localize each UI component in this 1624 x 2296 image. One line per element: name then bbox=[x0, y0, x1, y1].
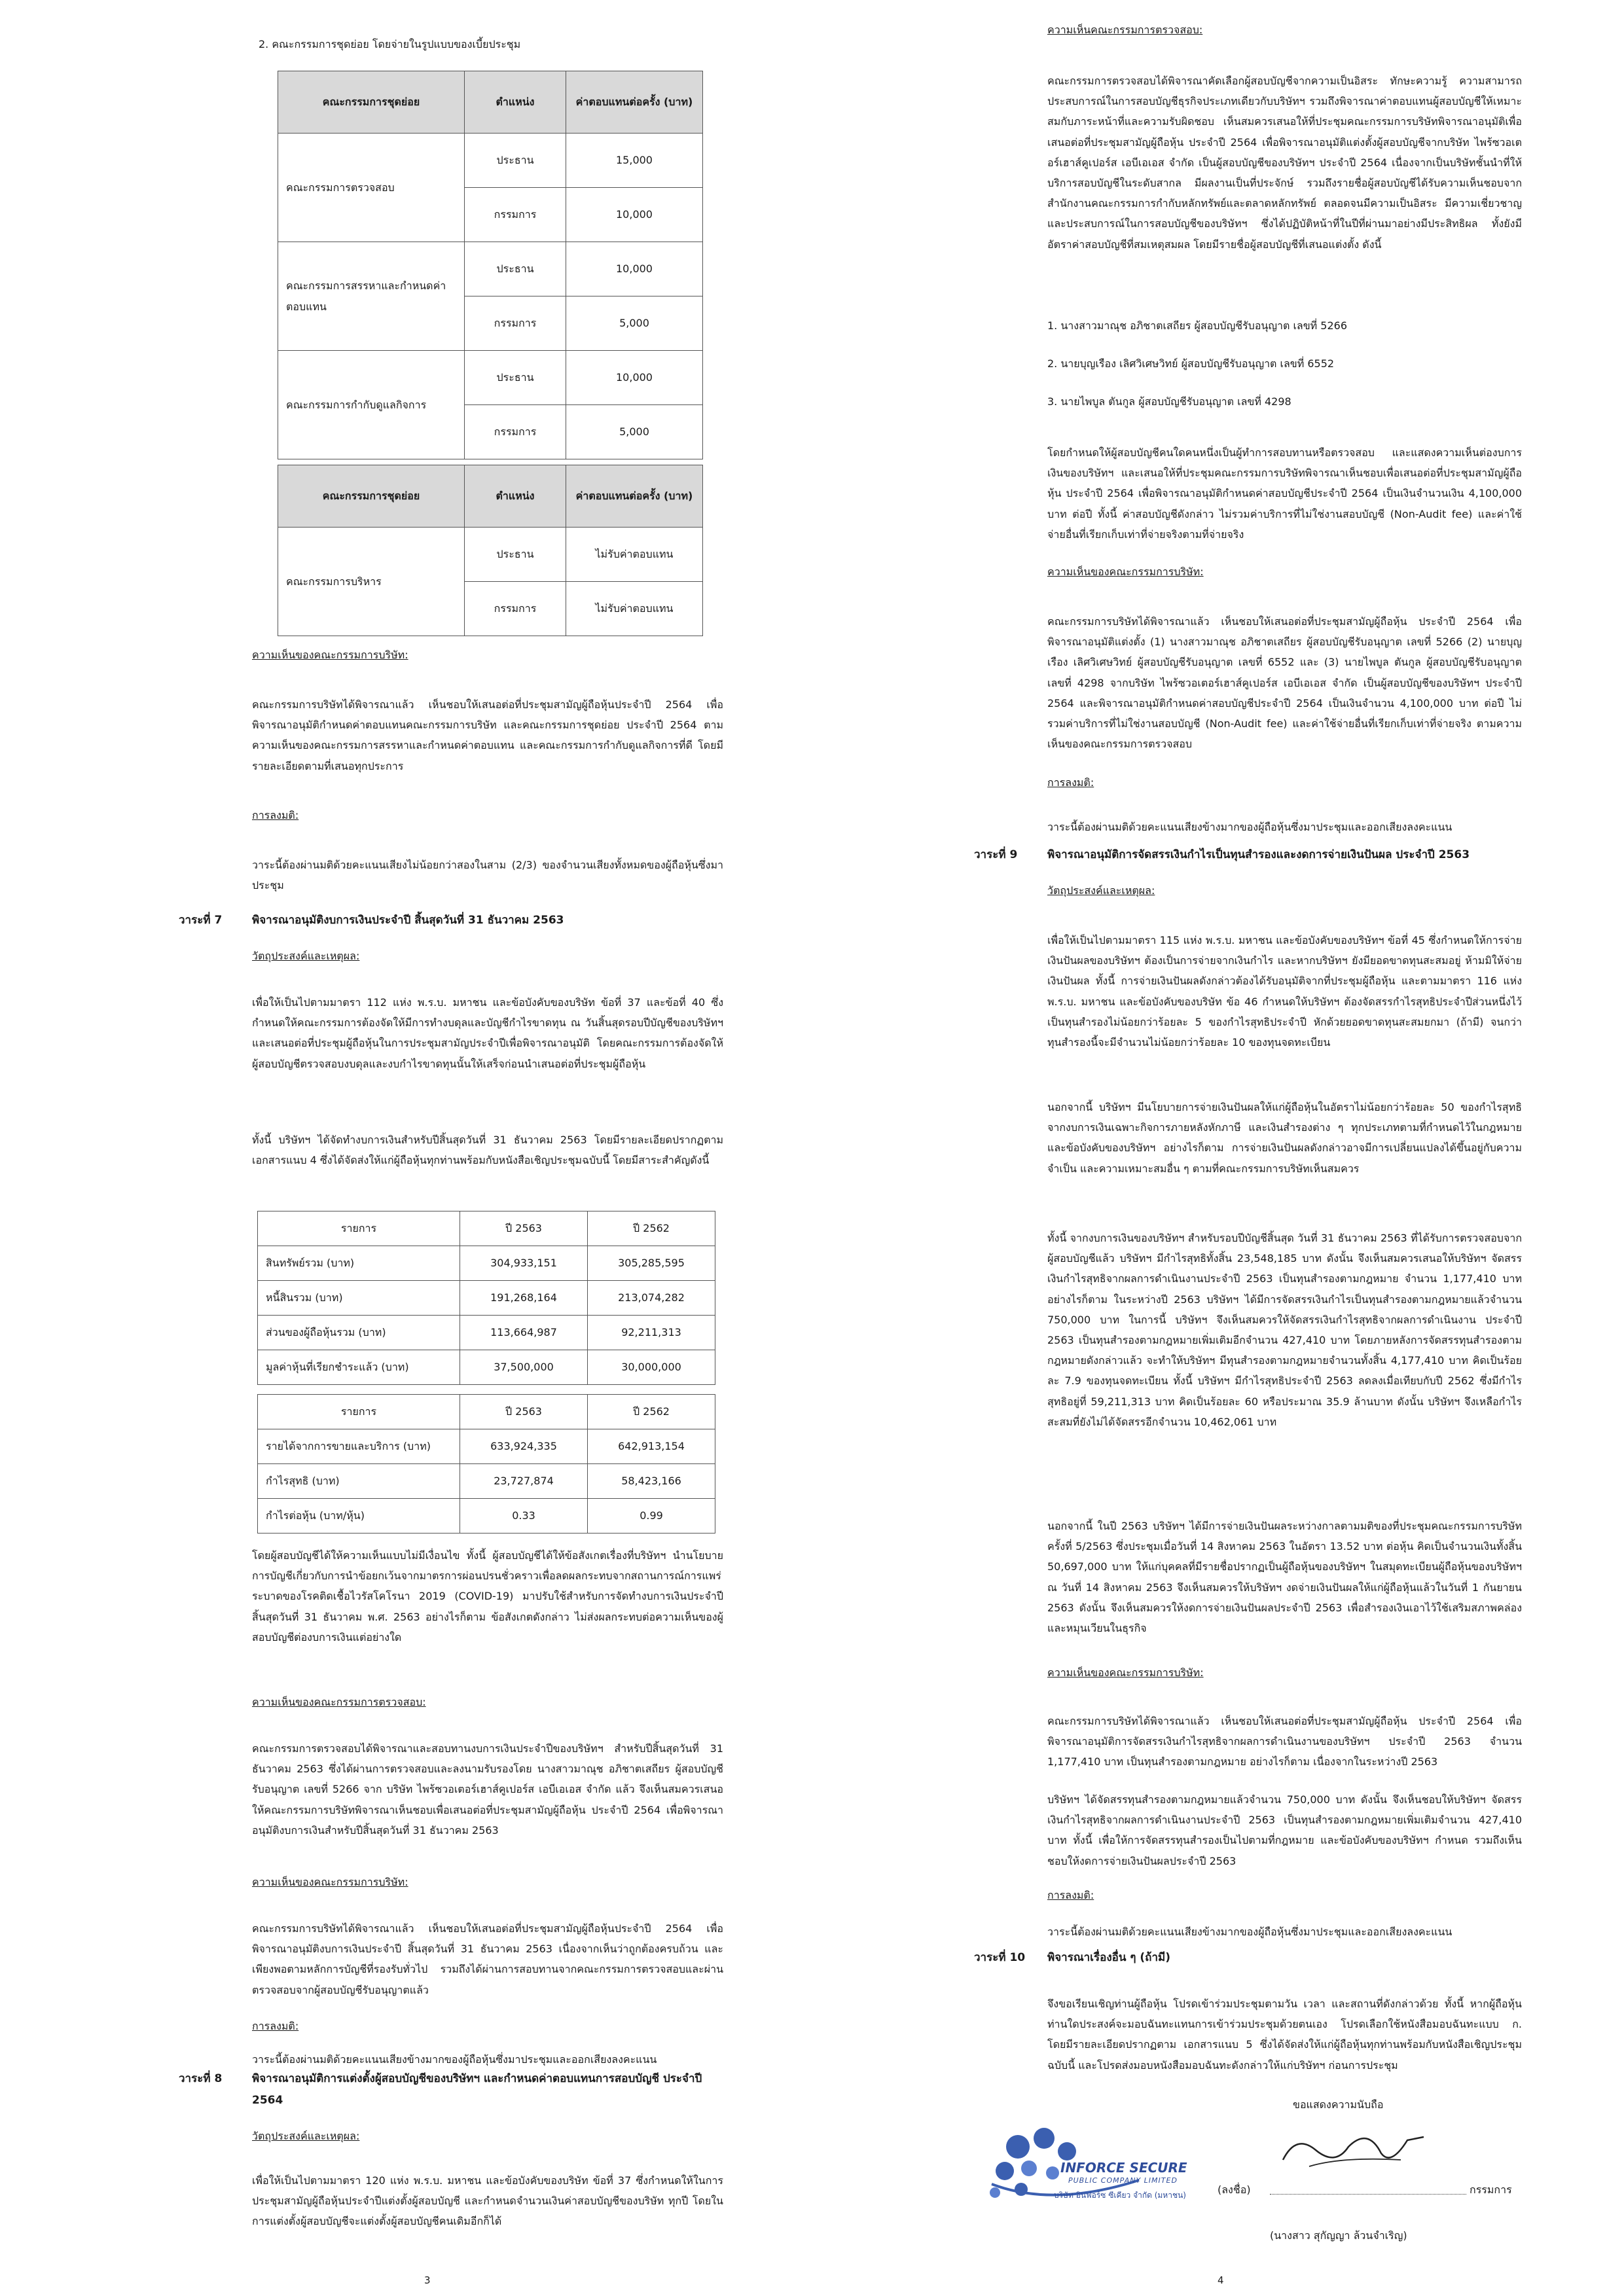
audit-fee-text: โดยกำหนดให้ผู้สอบบัญชีคนใดคนหนึ่งเป็นผู้ทำการสอบทานหรือตรวจสอบ และแสดงความเห็นต่องบการเงินของบริษัทฯ และเสนอให้ที่ประชุมคณะกรรมการบริษัทพิจารณาเห็นชอบเพื่อเสนอต่อที่ประชุมสามัญผู้ถือหุ้น ประจำปี 2564 เพื่อพิจารณาอนุมัติกำหนดค่าสอบบัญชีประจำปี 2564 เป็นเงินจำนวนเงิน 4,100,000 บาท ต่อปี ทั้งนี้ ค่าสอบบัญชีดังกล่าว ไม่รวมค่าบริการที่ไม่ใช่งานสอบบัญชี (Non-Audit fee) และค่าใช้จ่ายอื่นที่เรียกเก็บเท่าที่จ่ายจริงตามที่จ่ายจริง bbox=[1047, 446, 1522, 541]
agenda-10-title: พิจารณาเรื่องอื่น ๆ (ถ้ามี) bbox=[1047, 1951, 1170, 1964]
board-opinion2-text2: บริษัทฯ ได้จัดสรรทุนสำรองตามกฎหมายแล้วจำนวน 750,000 บาท ดังนั้น จึงเห็นชอบให้บริษัทฯ จัดสรรเงินกำไรสุทธิจากผลการดำเนินงานประจำปี 2563 เป็นทุนสำรองตามกฎหมายเพิ่มเติมจำนวน 427,410 บาท ทั้งนี้ เพื่อให้การจัดสรรทุนสำรองเป็นไปตามที่กฎหมาย และข้อบังคับของบริษัทฯ กำหนด รวมถึงเห็นชอบให้งดการจ่ายเงินปันผลประจำปี 2563 bbox=[1047, 1793, 1522, 1867]
agenda-7-objective-text: เพื่อให้เป็นไปตามมาตรา 112 แห่ง พ.ร.บ. มหาชน และข้อบังคับของบริษัท ข้อที่ 37 และข้อที่ 40 ซึ่งกำหนดให้คณะกรรมการต้องจัดให้มีการทำงบดุลและบัญชีกำไรขาดทุน ณ วันสิ้นสุดรอบปีบัญชีของบริษัทฯ และเสนอต่อที่ประชุมผู้ถือหุ้นในการประชุมสามัญประจำปีเพื่อพิจารณาอนุมัติ โดยคณะกรรมการต้องจัดให้ผู้สอบบัญชีตรวจสอบงบดุลและงบกำไรขาดทุนนั้นให้เสร็จก่อนนำเสนอต่อที่ประชุมผู้ถือหุ้น bbox=[252, 996, 723, 1070]
fin-label: ส่วนของผู้ถือหุ้นรวม (บาท) bbox=[258, 1316, 460, 1350]
fin-header: ปี 2563 bbox=[460, 1395, 588, 1429]
board-opinion-heading: ความเห็นของคณะกรรมการบริษัท: bbox=[1047, 565, 1204, 578]
agenda-9-objective-text: เพื่อให้เป็นไปตามมาตรา 115 แห่ง พ.ร.บ. มหาชน และข้อบังคับของบริษัทฯ ข้อที่ 45 ซึ่งกำหนดให้การจ่ายเงินปันผลของบริษัทฯ ต้องเป็นการจ่ายจากเงินกำไร และหากบริษัทฯ ยังมียอดขาดทุนสะสมอยู่ ห้ามมิให้จ่ายเงินปันผล ทั้งนี้ การจ่ายเงินปันผลดังกล่าวต้องได้รับอนุมัติจากที่ประชุมผู้ถือหุ้น และตามมาตรา 116 แห่ง พ.ร.บ. มหาชน และข้อบังคับของบริษัท ข้อ 46 กำหนดให้บริษัทฯ ต้องจัดสรรกำไรสุทธิประจำปีส่วนหนึ่งไว้เป็นทุนสำรองไม่น้อยกว่าร้อยละ 5 ของกำไรสุทธิประจำปี หักด้วยยอดขาดทุนสะสมยกมา (ถ้ามี) จนกว่าทุนสำรองนี้จะมีจำนวนไม่น้อยกว่าร้อยละ 10 ของทุนจดทะเบียน bbox=[1047, 934, 1522, 1049]
th-position: ตำแหน่ง bbox=[465, 71, 566, 134]
position-cell: ประธาน bbox=[465, 528, 566, 582]
th-committee: คณะกรรมการชุดย่อย bbox=[278, 71, 465, 134]
agenda-8-title: พิจารณาอนุมัติการแต่งตั้งผู้สอบบัญชีของบริษัทฯ และกำหนดค่าตอบแทนการสอบบัญชี ประจำปี 2564 bbox=[252, 2072, 702, 2108]
th-committee: คณะกรรมการชุดย่อย bbox=[278, 465, 465, 528]
th-fee: ค่าตอบแทนต่อครั้ง (บาท) bbox=[566, 71, 703, 134]
page-number-left: 3 bbox=[424, 2274, 431, 2286]
financial-position-table bbox=[257, 1211, 715, 1385]
agenda-7-title: พิจารณาอนุมัติงบการเงินประจำปี สิ้นสุดวันที่ 31 ธันวาคม 2563 bbox=[252, 914, 564, 927]
fin-label: กำไรต่อหุ้น (บาท/หุ้น) bbox=[258, 1499, 460, 1534]
logo-thai-text: บริษัท อินฟอร์ซ ซีเคียว จำกัด (มหาชน) bbox=[1054, 2191, 1186, 2200]
sincerely-text: ขอแสดงความนับถือ bbox=[1293, 2098, 1384, 2111]
signature-line bbox=[1270, 2194, 1466, 2195]
fee-cell: 10,000 bbox=[566, 188, 703, 242]
board-opinion2-heading: ความเห็นของคณะกรรมการบริษัท: bbox=[252, 1876, 408, 1888]
agenda-9-objective-heading: วัตถุประสงค์และเหตุผล: bbox=[1047, 884, 1155, 897]
board-opinion-text: คณะกรรมการบริษัทได้พิจารณาแล้ว เห็นชอบให้เสนอต่อที่ประชุมสามัญผู้ถือหุ้น ประจำปี 2564 เพื่อพิจารณาอนุมัติแต่งตั้ง (1) นางสาวมาณุช อภิชาตเสถียร ผู้สอบบัญชีรับอนุญาต เลขที่ 5266 (2) นายบุญเรือง เลิศวิเศษวิทย์ ผู้สอบบัญชีรับอนุญาต เลขที่ 6552 และ (3) นายไพบูล ตันกูล ผู้สอบบัญชีรับอนุญาต เลขที่ 4298 จากบริษัท ไพร้ซวอเตอร์เฮาส์คูเปอร์ส เอบีเอเอส จำกัด เป็นผู้สอบบัญชีของบริษัทฯ ประจำปี 2564 และพิจารณาอนุมัติกำหนดค่าสอบบัญชีประจำปี 2564 เป็นเงินจำนวน 4,100,000 บาท ต่อปี ไม่รวมค่าบริการที่ไม่ใช่งานสอบบัญชี (Non-Audit fee) และค่าใช้จ่ายอื่นที่เรียกเก็บเท่าที่จ่ายจริง ตามความเห็นของคณะกรรมการตรวจสอบ bbox=[1047, 615, 1522, 751]
fin-value: 30,000,000 bbox=[588, 1350, 715, 1385]
signer-name: (นางสาว สุกัญญา ล้วนจำเริญ) bbox=[1270, 2229, 1407, 2242]
position-cell: กรรมการ bbox=[465, 405, 566, 459]
dividend-policy-text: นอกจากนี้ บริษัทฯ มีนโยบายการจ่ายเงินปันผลให้แก่ผู้ถือหุ้นในอัตราไม่น้อยกว่าร้อยละ 50 ของกำไรสุทธิจากงบการเงินเฉพาะกิจการภายหลังหักภาษี และเงินสำรองต่าง ๆ ทุกประเภทตามที่กำหนดไว้ในกฎหมายและข้อบังคับของบริษัทฯ อย่างไรก็ตาม การจ่ายเงินปันผลดังกล่าวอาจมีการเปลี่ยนแปลงได้ขึ้นอยู่กับความจำเป็น และความเหมาะสมอื่น ๆ ตามที่คณะกรรมการบริษัทเห็นสมควร bbox=[1047, 1101, 1522, 1175]
position-cell: ประธาน bbox=[465, 242, 566, 296]
position-cell: ประธาน bbox=[465, 134, 566, 188]
audit-committee-opinion-text: คณะกรรมการตรวจสอบได้พิจารณาและสอบทานงบการเงินประจำปีของบริษัทฯ สำหรับปีสิ้นสุดวันที่ 31 ธันวาคม 2563 ซึ่งได้ผ่านการตรวจสอบและลงนามรับรองโดย นางสาวมาณุช อภิชาตเสถียร ผู้สอบบัญชีรับอนุญาต เลขที่ 5266 จาก บริษัท ไพร้ซวอเตอร์เฮาส์คูเปอร์ส เอบีเอเอส จำกัด แล้ว จึงเห็นสมควรเสนอให้คณะกรรมการบริษัทพิจารณาเห็นชอบเพื่อเสนอต่อที่ประชุมสามัญผู้ถือหุ้น ประจำปี 2564 เพื่อพิจารณาอนุมัติงบการเงินสำหรับปีสิ้นสุดวันที่ 31 ธันวาคม 2563 bbox=[252, 1742, 723, 1837]
agenda-7-statement-text: ทั้งนี้ บริษัทฯ ได้จัดทำงบการเงินสำหรับปีสิ้นสุดวันที่ 31 ธันวาคม 2563 โดยมีรายละเอียดปรากฏตาม เอกสารแนบ 4 ซึ่งได้จัดส่งให้แก่ผู้ถือหุ้นทุกท่านพร้อมกับหนังสือเชิญประชุมฉบับนี้ โดยมีสาระสำคัญดังนี้ bbox=[252, 1134, 723, 1167]
board-opinion2-text: คณะกรรมการบริษัทได้พิจารณาแล้ว เห็นชอบให้เสนอต่อที่ประชุมสามัญผู้ถือหุ้นประจำปี 2564 เพื่อพิจารณาอนุมัติงบการเงินประจำปี สิ้นสุดวันที่ 31 ธันวาคม 2563 เนื่องจากเห็นว่าถูกต้องครบถ้วน และเพียงพอตามหลักการบัญชีที่รองรับทั่วไป รวมถึงได้ผ่านการสอบทานจากคณะกรรมการตรวจสอบและผ่านตรวจสอบจากผู้สอบบัญชีรับอนุญาตแล้ว bbox=[252, 1922, 723, 1996]
fee-cell: 5,000 bbox=[566, 405, 703, 459]
fin-value: 213,074,282 bbox=[588, 1281, 715, 1316]
fin-value: 305,285,595 bbox=[588, 1246, 715, 1281]
item2-intro: 2. คณะกรรมการชุดย่อย โดยจ่ายในรูปแบบของเบี้ยประชุม bbox=[259, 38, 521, 50]
fin-value: 633,924,335 bbox=[460, 1429, 588, 1464]
committee-audit: คณะกรรมการตรวจสอบ bbox=[278, 134, 465, 242]
committee-nomination: คณะกรรมการสรรหาและกำหนดค่าตอบแทน bbox=[278, 242, 465, 351]
th-fee: ค่าตอบแทนต่อครั้ง (บาท) bbox=[566, 465, 703, 528]
position-cell: กรรมการ bbox=[465, 582, 566, 636]
auditor-note-text: โดยผู้สอบบัญชีได้ให้ความเห็นแบบไม่มีเงื่อนไข ทั้งนี้ ผู้สอบบัญชีได้ให้ข้อสังเกตเรื่องที่บริษัทฯ นำนโยบายการบัญชีเกี่ยวกับการนำข้อยกเว้นจากมาตรการผ่อนปรนชั่วคราวเพื่อลดผลกระทบจากสถานการณ์การแพร่ระบาดของโรคติดเชื้อไวรัสโคโรนา 2019 (COVID-19) มาปรับใช้สำหรับการจัดทำงบการเงินประจำปี สิ้นสุดวันที่ 31 ธันวาคม พ.ศ. 2563 อย่างไรก็ตาม ข้อสังเกตดังกล่าว ไม่ส่งผลกระทบต่อความเห็นของผู้สอบบัญชีต่องบการเงินแต่อย่างใด bbox=[252, 1549, 723, 1643]
fin-header: รายการ bbox=[258, 1395, 460, 1429]
audit-committee-opinion-heading: ความเห็นคณะกรรมการตรวจสอบ: bbox=[1047, 24, 1203, 36]
vote-text: วาระนี้ต้องผ่านมติด้วยคะแนนเสียงข้างมากของผู้ถือหุ้นซึ่งมาประชุมและออกเสียงลงคะแนน bbox=[1047, 821, 1453, 833]
position-cell: กรรมการ bbox=[465, 296, 566, 351]
fin-value: 0.33 bbox=[460, 1499, 588, 1534]
company-logo bbox=[982, 2124, 1224, 2219]
fee-cell: ไม่รับค่าตอบแทน bbox=[566, 528, 703, 582]
agenda-8-objective-text: เพื่อให้เป็นไปตามมาตรา 120 แห่ง พ.ร.บ. มหาชน และข้อบังคับของบริษัท ข้อที่ 37 ซึ่งกำหนดให้ในการประชุมสามัญผู้ถือหุ้นประจำปีแต่งตั้งผู้สอบบัญชี และกำหนดจำนวนเงินค่าสอบบัญชีของบริษัท ทุกปี โดยในการแต่งตั้งผู้สอบบัญชีจะแต่งตั้งผู้สอบบัญชีคนเดิมอีกก็ได้ bbox=[252, 2174, 723, 2228]
fin-header: ปี 2562 bbox=[588, 1211, 715, 1246]
executive-fee-table bbox=[278, 465, 703, 636]
fin-value: 23,727,874 bbox=[460, 1464, 588, 1499]
fee-cell: 10,000 bbox=[566, 351, 703, 405]
logo-sub-text: PUBLIC COMPANY LIMITED bbox=[1068, 2176, 1178, 2185]
fin-value: 92,211,313 bbox=[588, 1316, 715, 1350]
fin-label: หนี้สินรวม (บาท) bbox=[258, 1281, 460, 1316]
fin-label: สินทรัพย์รวม (บาท) bbox=[258, 1246, 460, 1281]
sign-prefix: (ลงชื่อ) bbox=[1218, 2183, 1251, 2196]
agenda-8-number: วาระที่ 8 bbox=[179, 2072, 223, 2085]
fin-header: รายการ bbox=[258, 1211, 460, 1246]
page-number-right: 4 bbox=[1218, 2274, 1224, 2286]
th-position: ตำแหน่ง bbox=[465, 465, 566, 528]
board-opinion-text: คณะกรรมการบริษัทได้พิจารณาแล้ว เห็นชอบให้เสนอต่อที่ประชุมสามัญผู้ถือหุ้นประจำปี 2564 เพื่อพิจารณาอนุมัติกำหนดค่าตอบแทนคณะกรรมการบริษัท และคณะกรรมการชุดย่อย ประจำปี 2564 ตามความเห็นของคณะกรรมการสรรหาและกำหนดค่าตอบแทน และคณะกรรมการกำกับดูแลกิจการที่ดี โดยมีรายละเอียดตามที่เสนอทุกประการ bbox=[252, 698, 723, 772]
fin-value: 642,913,154 bbox=[588, 1429, 715, 1464]
audit-committee-opinion-heading: ความเห็นของคณะกรรมการตรวจสอบ: bbox=[252, 1696, 426, 1708]
fin-label: รายได้จากการขายและบริการ (บาท) bbox=[258, 1429, 460, 1464]
vote2-heading: การลงมติ: bbox=[252, 2020, 299, 2032]
committee-fee-table bbox=[278, 71, 703, 459]
fin-value: 0.99 bbox=[588, 1499, 715, 1534]
fin-value: 37,500,000 bbox=[460, 1350, 588, 1385]
fin-value: 58,423,166 bbox=[588, 1464, 715, 1499]
position-cell: ประธาน bbox=[465, 351, 566, 405]
profit-allocation-text: ทั้งนี้ จากงบการเงินของบริษัทฯ สำหรับรอบปีบัญชีสิ้นสุด วันที่ 31 ธันวาคม 2563 ที่ได้รับการตรวจสอบจากผู้สอบบัญชีแล้ว บริษัทฯ มีกำไรสุทธิทั้งสิ้น 23,548,185 บาท ดังนั้น จึงเห็นสมควรเสนอให้บริษัทฯ จัดสรรเงินกำไรสุทธิจากผลการดำเนินงานประจำปี 2563 เป็นทุนสำรองตามกฎหมาย จำนวน 1,177,410 บาท อย่างไรก็ตาม ในระหว่างปี 2563 บริษัทฯ ได้มีการจัดสรรเงินกำไรเป็นทุนสำรองตามกฎหมายแล้วจำนวน 750,000 บาท ในการนี้ บริษัทฯ จึงเห็นสมควรให้จัดสรรเงินกำไรสุทธิจากผลการดำเนินงาน ประจำปี 2563 เป็นทุนสำรองตามกฎหมายเพิ่มเติมอีกจำนวน 427,410 บาท โดยภายหลังการจัดสรรทุนสำรองตามกฎหมายดังกล่าวแล้ว จะทำให้บริษัทฯ มีทุนสำรองตามกฎหมายจำนวนทั้งสิ้น 4,177,410 บาท คิดเป็นร้อยละ 7.9 ของทุนจดทะเบียน ทั้งนี้ บริษัทฯ มีกำไรสุทธิประจำปี 2563 ลดลงเมื่อเทียบกับปี 2562 ซึ่งมีกำไรสุทธิอยู่ที่ 59,211,313 บาท คิดเป็นร้อยละ 60 หรือประมาณ 35.9 ล้านบาท ดังนั้น บริษัทฯ จึงเหลือกำไรสะสมที่ยังไม่ได้จัดสรรอีกจำนวน 10,462,061 บาท bbox=[1047, 1232, 1522, 1428]
fee-cell: 15,000 bbox=[566, 134, 703, 188]
vote-heading: การลงมติ: bbox=[252, 809, 299, 821]
board-opinion2-text: คณะกรรมการบริษัทได้พิจารณาแล้ว เห็นชอบให้เสนอต่อที่ประชุมสามัญผู้ถือหุ้น ประจำปี 2564 เพื่อพิจารณาอนุมัติการจัดสรรเงินกำไรสุทธิจากผลการดำเนินงานของบริษัทฯ ประจำปี 2563 จำนวน 1,177,410 บาท เป็นทุนสำรองตามกฎหมาย อย่างไรก็ตาม เนื่องจากในระหว่างปี 2563 bbox=[1047, 1715, 1522, 1768]
auditor-item: 3. นายไพบูล ตันกูล ผู้สอบบัญชีรับอนุญาต เลขที่ 4298 bbox=[1047, 395, 1291, 408]
right-page bbox=[812, 0, 1624, 2296]
vote2-text: วาระนี้ต้องผ่านมติด้วยคะแนนเสียงข้างมากของผู้ถือหุ้นซึ่งมาประชุมและออกเสียงลงคะแนน bbox=[252, 2053, 657, 2066]
agenda-9-number: วาระที่ 9 bbox=[974, 848, 1018, 861]
position-cell: กรรมการ bbox=[465, 188, 566, 242]
auditor-item: 1. นางสาวมาณุช อภิชาตเสถียร ผู้สอบบัญชีรับอนุญาต เลขที่ 5266 bbox=[1047, 319, 1348, 332]
agenda-10-number: วาระที่ 10 bbox=[974, 1951, 1026, 1964]
agenda-7-number: วาระที่ 7 bbox=[179, 914, 223, 927]
invitation-text: จึงขอเรียนเชิญท่านผู้ถือหุ้น โปรดเข้าร่วมประชุมตามวัน เวลา และสถานที่ดังกล่าวด้วย ทั้งนี้ หากผู้ถือหุ้นท่านใดประสงค์จะมอบฉันทะแทนการเข้าร่วมประชุมด้วยตนเอง โปรดเลือกใช้หนังสือมอบฉันทะแบบ ก. โดยมีรายละเอียดปรากฏตาม เอกสารแนบ 5 ซึ่งได้จัดส่งให้แก่ผู้ถือหุ้นทุกท่านพร้อมกับหนังสือเชิญประชุมฉบับนี้ และโปรดส่งมอบหนังสือมอบฉันทะดังกล่าวให้แก่บริษัทฯ ก่อนการประชุม bbox=[1047, 1998, 1522, 2072]
fee-cell: 5,000 bbox=[566, 296, 703, 351]
income-table bbox=[257, 1394, 715, 1534]
fin-header: ปี 2563 bbox=[460, 1211, 588, 1246]
vote-heading: การลงมติ: bbox=[1047, 776, 1094, 789]
sign-role: กรรมการ bbox=[1470, 2183, 1512, 2196]
interim-dividend-text: นอกจากนี้ ในปี 2563 บริษัทฯ ได้มีการจ่ายเงินปันผลระหว่างกาลตามมติของที่ประชุมคณะกรรมการบริษัทครั้งที่ 5/2563 ซึ่งประชุมเมื่อวันที่ 14 สิงหาคม 2563 ในอัตรา 13.52 บาท ต่อหุ้น คิดเป็นจำนวนเงินทั้งสิ้น 50,697,000 บาท ให้แก่บุคคลที่มีรายชื่อปรากฏเป็นผู้ถือหุ้นของบริษัทฯ ในสมุดทะเบียนผู้ถือหุ้นของบริษัทฯ ณ วันที่ 14 สิงหาคม 2563 จึงเห็นสมควรให้บริษัทฯ งดจ่ายเงินปันผลให้แก่ผู้ถือหุ้นแล้วในวันที่ 1 กันยายน 2563 ดังนั้น จึงเห็นสมควรให้งดการจ่ายเงินปันผลประจำปี 2563 เพื่อสำรองเงินเอาไว้ใช้เสริมสภาพคล่องและหมุนเวียนในธุรกิจ bbox=[1047, 1520, 1522, 1634]
agenda-7-objective-heading: วัตถุประสงค์และเหตุผล: bbox=[252, 950, 360, 962]
logo-main-text: INFORCE SECURE bbox=[1060, 2160, 1187, 2176]
board-opinion-heading: ความเห็นของคณะกรรมการบริษัท: bbox=[252, 649, 408, 661]
agenda-8-objective-heading: วัตถุประสงค์และเหตุผล: bbox=[252, 2130, 360, 2142]
board-opinion2-heading: ความเห็นของคณะกรรมการบริษัท: bbox=[1047, 1666, 1204, 1679]
committee-governance: คณะกรรมการกำกับดูแลกิจการ bbox=[278, 351, 465, 459]
vote-text: วาระนี้ต้องผ่านมติด้วยคะแนนเสียงไม่น้อยกว่าสองในสาม (2/3) ของจำนวนเสียงทั้งหมดของผู้ถือหุ้นซึ่งมาประชุม bbox=[252, 859, 723, 892]
fin-label: มูลค่าหุ้นที่เรียกชำระแล้ว (บาท) bbox=[258, 1350, 460, 1385]
fin-value: 113,664,987 bbox=[460, 1316, 588, 1350]
audit-committee-opinion-text: คณะกรรมการตรวจสอบได้พิจารณาคัดเลือกผู้สอบบัญชีจากความเป็นอิสระ ทักษะความรู้ ความสามารถ ประสบการณ์ในการสอบบัญชีธุรกิจประเภทเดียวกับบริษัทฯ รวมถึงพิจารณาค่าตอบแทนผู้สอบบัญชีให้เหมาะสมกับภาระหน้าที่และความรับผิดชอบ เห็นสมควรเสนอให้ที่ประชุมคณะกรรมการบริษัทพิจารณาอนุมัติเพื่อเสนอต่อที่ประชุมสามัญผู้ถือหุ้น ประจำปี 2564 เพื่อพิจารณาอนุมัติแต่งตั้งผู้สอบบัญชีจากบริษัท ไพร้ซวอเตอร์เฮาส์คูเปอร์ส เอบีเอเอส จำกัด เป็นผู้สอบบัญชีของบริษัทฯ ประจำปี 2564 เนื่องจากเป็นบริษัทชั้นนำที่ให้บริการสอบบัญชีในระดับสากล มีผลงานเป็นที่ประจักษ์ รวมถึงรายชื่อผู้สอบบัญชีได้รับความเห็นชอบจากสำนักงานคณะกรรมการกำกับหลักทรัพย์และตลาดหลักทรัพย์ ตลอดจนมีความเป็นอิสระ มีความเชี่ยวชาญและประสบการณ์ในการสอบบัญชีของบริษัทฯ ซึ่งได้ปฏิบัติหน้าที่ในปีที่ผ่านมาอย่างมีประสิทธิผล ทั้งยังมีอัตราค่าสอบบัญชีที่สมเหตุสมผล โดยมีรายชื่อผู้สอบบัญชีที่เสนอแต่งตั้ง ดังนี้ bbox=[1047, 75, 1522, 251]
vote2-heading: การลงมติ: bbox=[1047, 1889, 1094, 1901]
fin-value: 191,268,164 bbox=[460, 1281, 588, 1316]
agenda-9-title: พิจารณาอนุมัติการจัดสรรเงินกำไรเป็นทุนสำรองและงดการจ่ายเงินปันผล ประจำปี 2563 bbox=[1047, 848, 1470, 861]
committee-executive: คณะกรรมการบริหาร bbox=[278, 528, 465, 636]
auditor-item: 2. นายบุญเรือง เลิศวิเศษวิทย์ ผู้สอบบัญชีรับอนุญาต เลขที่ 6552 bbox=[1047, 357, 1335, 370]
signature-image bbox=[1270, 2121, 1440, 2179]
fin-label: กำไรสุทธิ (บาท) bbox=[258, 1464, 460, 1499]
vote2-text: วาระนี้ต้องผ่านมติด้วยคะแนนเสียงข้างมากของผู้ถือหุ้นซึ่งมาประชุมและออกเสียงลงคะแนน bbox=[1047, 1926, 1453, 1938]
fee-cell: ไม่รับค่าตอบแทน bbox=[566, 582, 703, 636]
fin-value: 304,933,151 bbox=[460, 1246, 588, 1281]
fin-header: ปี 2562 bbox=[588, 1395, 715, 1429]
fee-cell: 10,000 bbox=[566, 242, 703, 296]
